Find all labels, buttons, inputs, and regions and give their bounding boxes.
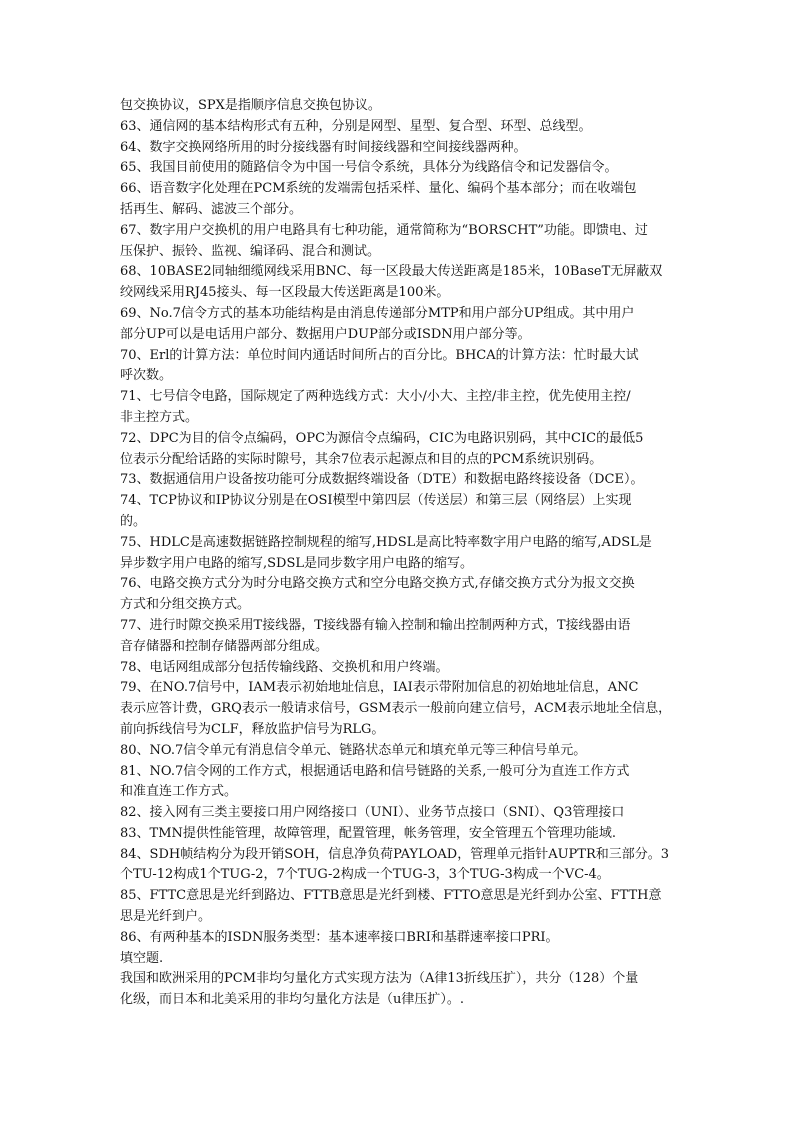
text-line: 音存储器和控制存储器两部分组成。 xyxy=(120,638,329,654)
text-line: 64、数字交换网络所用的时分接线器有时间接线器和空间接线器两种。 xyxy=(120,139,527,155)
text-line: 个TU-12构成1个TUG-2，7个TUG-2构成一个TUG-3，3个TUG-3构成一个VC-4。 xyxy=(120,867,610,883)
text-line: 绞网线采用RJ45接头、每一区段最大传送距离是100米。 xyxy=(120,285,450,301)
text-line: 72、DPC为目的信令点编码，OPC为源信令点编码，CIC为电路识别码，其中CIC的最低5 xyxy=(120,430,644,446)
text-line: 68、10BASE2同轴细缆网线采用BNC、每一区段最大传送距离是185米，10BaseT无屏蔽双 xyxy=(120,264,663,280)
text-line: 我国和欧洲采用的PCM非均匀量化方式实现方法为（A律13折线压扩），共分（128）个量 xyxy=(120,971,639,987)
text-line: 非主控方式。 xyxy=(120,409,199,425)
document-page xyxy=(120,96,682,1011)
text-line: 81、NO.7信令网的工作方式，根据通话电路和信号链路的关系,一般可分为直连工作方式 xyxy=(120,763,630,779)
text-line: 83、TMN提供性能管理，故障管理，配置管理，帐务管理，安全管理五个管理功能域. xyxy=(120,825,617,841)
text-line: 70、Erl的计算方法：单位时间内通话时间所占的百分比。BHCA的计算方法：忙时最大试 xyxy=(120,347,639,363)
text-line: 压保护、振铃、监视、编译码、混合和测试。 xyxy=(120,243,381,259)
text-line: 和准直连工作方式。 xyxy=(120,784,238,800)
text-line: 86、有两种基本的ISDN服务类型：基本速率接口BRI和基群速率接口PRI。 xyxy=(120,929,559,945)
text-line: 78、电话网组成部分包括传输线路、交换机和用户终端。 xyxy=(120,659,449,675)
text-line: 呼次数。 xyxy=(120,368,173,384)
text-line: 括再生、解码、滤波三个部分。 xyxy=(120,201,303,217)
text-line: 65、我国目前使用的随路信令为中国一号信令系统，具体分为线路信令和记发器信令。 xyxy=(120,160,618,176)
text-line: 填空题. xyxy=(120,950,164,966)
text-line: 85、FTTC意思是光纤到路边、FTTB意思是光纤到楼、FTTO意思是光纤到办公室、FTTH意 xyxy=(120,888,662,904)
text-line: 异步数字用户电路的缩写,SDSL是同步数字用户电路的缩写。 xyxy=(120,555,473,571)
text-line: 思是光纤到户。 xyxy=(120,909,212,925)
text-line: 80、NO.7信令单元有消息信令单元、链路状态单元和填充单元等三种信号单元。 xyxy=(120,742,587,758)
text-line: 的。 xyxy=(120,513,147,529)
text-line: 74、TCP协议和IP协议分别是在OSI模型中第四层（传送层）和第三层（网络层）上实现 xyxy=(120,493,632,509)
text-line: 前向拆线信号为CLF，释放监护信号为RLG。 xyxy=(120,721,385,737)
text-line: 82、接入网有三类主要接口用户网络接口（UNI）、业务节点接口（SNI）、Q3管理接口 xyxy=(120,805,625,821)
text-line: 部分UP可以是电话用户部分、数据用户DUP部分或ISDN用户部分等。 xyxy=(120,326,531,342)
text-line: 69、No.7信令方式的基本功能结构是由消息传递部分MTP和用户部分UP组成。其中用户 xyxy=(120,305,635,321)
text-line: 77、进行时隙交换采用T接线器，T接线器有输入控制和输出控制两种方式，T接线器由语 xyxy=(120,617,631,633)
text-line: 63、通信网的基本结构形式有五种，分别是网型、星型、复合型、环型、总线型。 xyxy=(120,118,592,134)
text-line: 包交换协议，SPX是指顺序信息交换包协议。 xyxy=(120,98,381,113)
text-line: 表示应答计费，GRQ表示一般请求信号，GSM表示一般前向建立信号，ACM表示地址全信息， xyxy=(120,701,672,717)
text-line: 84、SDH帧结构分为段开销SOH，信息净负荷PAYLOAD，管理单元指针AUPTR和三部分。3 xyxy=(120,846,670,862)
text-line: 73、数据通信用户设备按功能可分成数据终端设备（DTE）和数据电路终接设备（DCE）。 xyxy=(120,472,644,488)
text-line: 67、数字用户交换机的用户电路具有七种功能，通常简称为“BORSCHT”功能。即馈电、过 xyxy=(120,222,648,238)
text-line: 76、电路交换方式分为时分电路交换方式和空分电路交换方式,存储交换方式分为报文交换 xyxy=(120,576,635,592)
text-line: 79、在NO.7信号中，IAM表示初始地址信息，IAI表示带附加信息的初始地址信息，ANC xyxy=(120,680,639,696)
text-line: 75、HDLC是高速数据链路控制规程的缩写,HDSL是高比特率数字用户电路的缩写,ADSL是 xyxy=(120,534,652,550)
text-line: 化级，而日本和北美采用的非均匀量化方法是（u律压扩）。. xyxy=(120,992,465,1008)
text-line: 66、语音数字化处理在PCM系统的发端需包括采样、量化、编码个基本部分；而在收端包 xyxy=(120,181,637,197)
text-line: 71、七号信令电路，国际规定了两种选线方式：大小/小大、主控/非主控，优先使用主控/ xyxy=(120,389,631,405)
text-line: 方式和分组交换方式。 xyxy=(120,597,251,613)
text-line: 位表示分配给话路的实际时隙号，其余7位表示起源点和目的点的PCM系统识别码。 xyxy=(120,451,603,467)
